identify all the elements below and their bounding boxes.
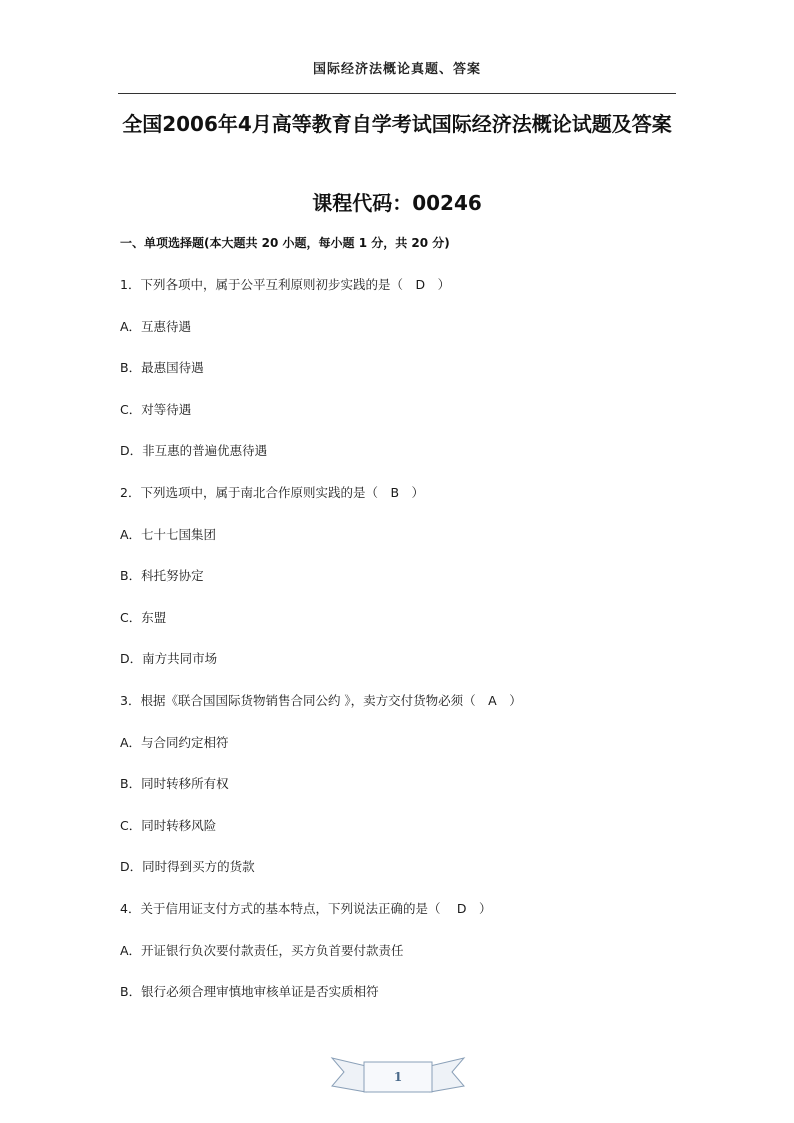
page-number: 1 [393,1070,403,1084]
question-line: 3．根据《联合国国际货物销售合同公约 》，卖方交付货物必须（ A ） [120,692,522,708]
option-line: B．最惠国待遇 [120,360,204,376]
question-line: 1．下列各项中，属于公平互利原则初步实践的是（ D ） [120,277,451,292]
option-line: C．同时转移风险 [120,817,217,833]
page-header: 国际经济法概论真题、答案 [312,62,481,77]
header-divider [118,93,676,94]
option-line: A．开证银行负次要付款责任，买方负首要付款责任 [120,942,404,958]
question-list [120,276,680,1025]
option-line: D．同时得到买方的货款 [120,859,255,875]
option-line: C．东盟 [120,609,167,625]
document-title: 全国2006年4月高等教育自学考试国际经济法概论试题及答案 [122,112,672,136]
option-line: D．非互惠的普遍优惠待遇 [120,443,268,459]
option-line: A．七十七国集团 [120,526,217,542]
question-line: 4．关于信用证支付方式的基本特点，下列说法正确的是（ D ） [120,900,492,916]
option-line: A．与合同约定相符 [120,734,229,750]
question-line: 2．下列选项中，属于南北合作原则实践的是（ B ） [120,484,425,500]
option-line: A．互惠待遇 [120,318,192,334]
option-line: D．南方共同市场 [120,651,218,667]
page-footer [330,1052,466,1096]
option-line: B．银行必须合理审慎地审核单证是否实质相符 [120,984,379,1000]
option-line: B．同时转移所有权 [120,776,229,792]
course-code: 课程代码：00246 [312,191,482,215]
option-line: C．对等待遇 [120,401,192,417]
option-line: B．科托努协定 [120,568,204,584]
section-heading: 一、单项选择题(本大题共 20 小题，每小题 1 分，共 20 分) [120,236,450,250]
